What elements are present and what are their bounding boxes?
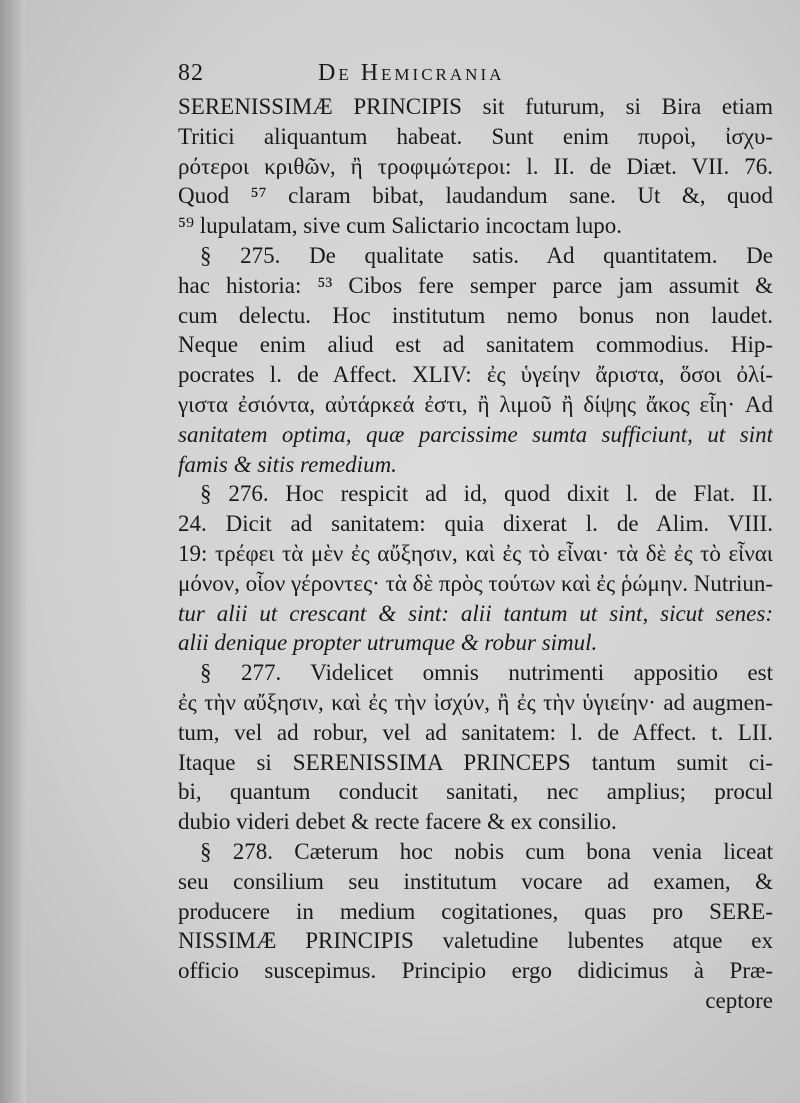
text-line: pocrates l. de Affect. XLIV: ἐς ὑγείην ἄριστα, ὅσοι ὀλί- bbox=[178, 362, 773, 388]
text-line: SERENISSIMÆ PRINCIPIS sit futurum, si Bira etiam bbox=[178, 94, 773, 119]
catchword: ceptore bbox=[705, 987, 773, 1013]
text-line: ρότεροι κριθῶν, ἢ τροφιμώτεροι: l. II. de Diæt. VII. 76. bbox=[178, 153, 773, 179]
paragraph-276-start: § 276. Hoc respicit ad id, quod dixit l. de Flat. II. bbox=[200, 481, 773, 507]
greek-quote-line: 19: τρέφει τὰ μὲν ἐς αὔξησιν, καὶ ἐς τὸ εἶναι· τὰ δὲ ἐς τὸ εἶναι bbox=[178, 540, 773, 566]
paragraph-278-start: § 278. Cæterum hoc nobis cum bona venia liceat bbox=[200, 838, 773, 864]
running-title: De Hemicrania bbox=[318, 60, 505, 86]
page-gutter bbox=[0, 0, 26, 1103]
text-line: ⁵⁹ lupulatam, sive cum Salictario incoctam lupo. bbox=[178, 213, 622, 239]
text-line: NISSIMÆ PRINCIPIS valetudine lubentes atque ex bbox=[178, 928, 773, 954]
page-number: 82 bbox=[178, 60, 204, 86]
latin-translation-line: sanitatem optima, quæ parcissime sumta sufficiunt, ut sint bbox=[178, 421, 773, 447]
paragraph-275-start: § 275. De qualitate satis. Ad quantitatem. De bbox=[200, 242, 773, 268]
text-line: Itaque si SERENISSIMA PRINCEPS tantum sumit ci- bbox=[178, 749, 773, 775]
text-line: dubio videri debet & recte facere & ex consilio. bbox=[178, 809, 617, 835]
text-line: 24. Dicit ad sanitatem: quia dixerat l. de Alim. VIII. bbox=[178, 511, 773, 537]
greek-quote-line: μόνον, οἷον γέροντες· τὰ δὲ πρὸς τούτων καὶ ἐς ῥώμην. Nutriun- bbox=[178, 570, 773, 596]
paragraph-277-start: § 277. Videlicet omnis nutrimenti appositio est bbox=[200, 660, 773, 686]
text-line: hac historia: ⁵³ Cibos fere semper parce jam assumit & bbox=[178, 272, 773, 298]
text-line: cum delectu. Hoc institutum nemo bonus non laudet. bbox=[178, 302, 773, 328]
text-line: producere in medium cogitationes, quas pro SERE- bbox=[178, 898, 773, 924]
text-line: officio suscepimus. Principio ergo didicimus à Præ- bbox=[178, 958, 773, 984]
text-line: seu consilium seu institutum vocare ad examen, & bbox=[178, 868, 773, 894]
text-line: Neque enim aliud est ad sanitatem commodius. Hip- bbox=[178, 332, 773, 358]
text-line: Quod ⁵⁷ claram bibat, laudandum sane. Ut &, quod bbox=[178, 183, 773, 209]
latin-translation-line: tur alii ut crescant & sint: alii tantum ut sint, sicut senes: bbox=[178, 600, 773, 626]
latin-translation-line: famis & sitis remedium. bbox=[178, 451, 397, 477]
greek-quote-line: ἐς τὴν αὔξησιν, καὶ ἐς τὴν ἰσχύν, ἢ ἐς τὴν ὑγιείην· ad augmen- bbox=[178, 689, 773, 715]
body-text bbox=[178, 92, 773, 1016]
text-line: bi, quantum conducit sanitati, nec amplius; procul bbox=[178, 779, 773, 805]
greek-quote-line: γιστα ἐσιόντα, αὐτάρκεά ἐστι, ἢ λιμοῦ ἢ δίψης ἄκος εἶη· Ad bbox=[178, 391, 773, 417]
text-line: tum, vel ad robur, vel ad sanitatem: l. de Affect. t. LII. bbox=[178, 719, 773, 745]
page-header bbox=[178, 60, 768, 94]
text-line: Tritici aliquantum habeat. Sunt enim πυροὶ, ἰσχυ- bbox=[178, 123, 773, 149]
latin-translation-line: alii denique propter utrumque & robur simul. bbox=[178, 630, 598, 656]
